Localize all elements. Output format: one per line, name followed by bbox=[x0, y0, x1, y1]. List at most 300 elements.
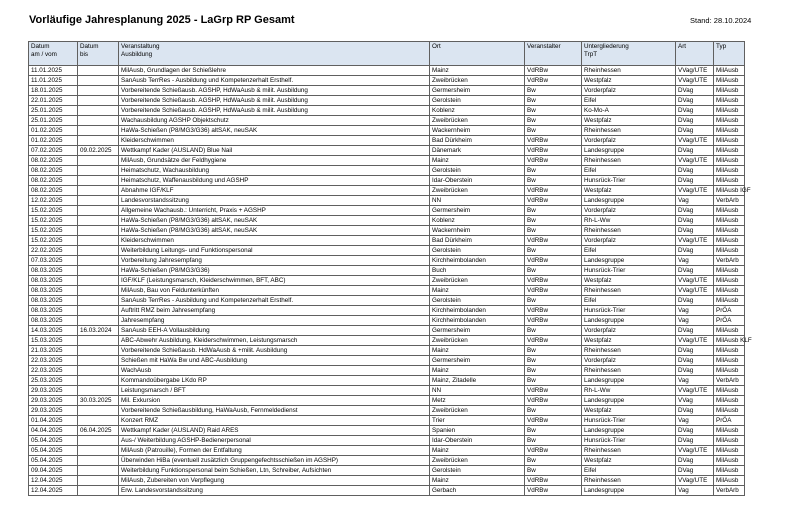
column-header-datum-vom: Datum am / vom bbox=[29, 42, 78, 66]
table-row bbox=[29, 396, 745, 406]
cell-art: Vag bbox=[676, 256, 714, 266]
cell-datum-vom: 08.02.2025 bbox=[29, 186, 78, 196]
cell-datum-vom: 25.01.2025 bbox=[29, 116, 78, 126]
cell-datum-vom: 15.02.2025 bbox=[29, 216, 78, 226]
cell-veranstaltung: Landesvorstandssitzung bbox=[119, 196, 430, 206]
cell-art: Vag bbox=[676, 416, 714, 426]
cell-datum-bis bbox=[78, 106, 119, 116]
cell-datum-vom: 25.03.2025 bbox=[29, 376, 78, 386]
cell-ort: Mainz bbox=[430, 476, 525, 486]
cell-typ: MilAusb IGF bbox=[714, 186, 745, 196]
cell-untergliederung: Rheinhessen bbox=[582, 226, 676, 236]
cell-veranstalter: Bw bbox=[525, 426, 582, 436]
cell-art: VVag/UTE bbox=[676, 136, 714, 146]
cell-datum-vom: 04.04.2025 bbox=[29, 426, 78, 436]
cell-ort: Dänemark bbox=[430, 146, 525, 156]
stand-date: Stand: 28.10.2024 bbox=[690, 16, 752, 25]
cell-veranstaltung: Wettkampf Kader (AUSLAND) Raid ARES bbox=[119, 426, 430, 436]
cell-typ: VerbArb bbox=[714, 196, 745, 206]
cell-ort: Mainz bbox=[430, 286, 525, 296]
cell-datum-bis bbox=[78, 346, 119, 356]
cell-veranstalter: VdRBw bbox=[525, 66, 582, 76]
cell-veranstalter: Bw bbox=[525, 206, 582, 216]
cell-datum-bis bbox=[78, 136, 119, 146]
cell-datum-bis bbox=[78, 206, 119, 216]
column-header-datum-bis: Datum bis bbox=[78, 42, 119, 66]
cell-datum-bis bbox=[78, 356, 119, 366]
cell-typ: MilAusb bbox=[714, 106, 745, 116]
table-row bbox=[29, 66, 745, 76]
table-row bbox=[29, 186, 745, 196]
cell-datum-bis bbox=[78, 86, 119, 96]
table-row bbox=[29, 316, 745, 326]
cell-veranstaltung: IGF/KLF (Leistungsmarsch, Kleiderschwimmen, BFT, ABC) bbox=[119, 276, 430, 286]
cell-untergliederung: Rheinhessen bbox=[582, 126, 676, 136]
cell-veranstalter: Bw bbox=[525, 436, 582, 446]
cell-art: DVag bbox=[676, 226, 714, 236]
cell-datum-bis bbox=[78, 226, 119, 236]
cell-veranstaltung: Überwinden HiBa (eventuell zusätzlich Gruppengefechtsschießen im AGSHP) bbox=[119, 456, 430, 466]
cell-datum-vom: 09.04.2025 bbox=[29, 466, 78, 476]
cell-untergliederung: Hunsrück-Trier bbox=[582, 266, 676, 276]
cell-untergliederung: Westpfalz bbox=[582, 336, 676, 346]
cell-typ: MilAusb bbox=[714, 456, 745, 466]
table-row bbox=[29, 86, 745, 96]
cell-veranstalter: VdRBw bbox=[525, 186, 582, 196]
cell-veranstaltung: Kleiderschwimmen bbox=[119, 136, 430, 146]
cell-datum-vom: 22.03.2025 bbox=[29, 356, 78, 366]
cell-ort: Mainz bbox=[430, 446, 525, 456]
cell-ort: Zweibrücken bbox=[430, 336, 525, 346]
cell-datum-vom: 07.03.2025 bbox=[29, 256, 78, 266]
cell-datum-bis bbox=[78, 466, 119, 476]
cell-art: DVag bbox=[676, 346, 714, 356]
cell-untergliederung: Hunsrück-Trier bbox=[582, 306, 676, 316]
cell-veranstaltung: MilAusb, Bau von Feldunterkünften bbox=[119, 286, 430, 296]
cell-datum-bis bbox=[78, 186, 119, 196]
cell-art: VVag bbox=[676, 396, 714, 406]
table-row bbox=[29, 336, 745, 346]
table-row bbox=[29, 446, 745, 456]
cell-veranstalter: VdRBw bbox=[525, 276, 582, 286]
cell-datum-vom: 07.02.2025 bbox=[29, 146, 78, 156]
column-header-ort: Ort bbox=[430, 42, 525, 66]
cell-ort: Kirchheimbolanden bbox=[430, 316, 525, 326]
cell-veranstaltung: Vorbereitende Schießausb. AGSHP, HdWaAusb & milit. Ausbildung bbox=[119, 106, 430, 116]
table-row bbox=[29, 476, 745, 486]
table-row bbox=[29, 126, 745, 136]
cell-art: DVag bbox=[676, 106, 714, 116]
cell-art: DVag bbox=[676, 146, 714, 156]
cell-datum-vom: 12.02.2025 bbox=[29, 196, 78, 206]
cell-veranstaltung: HaWa-Schießen (P8/MG3/G36) bbox=[119, 266, 430, 276]
table-row bbox=[29, 206, 745, 216]
cell-untergliederung: Hunsrück-Trier bbox=[582, 176, 676, 186]
cell-datum-vom: 22.01.2025 bbox=[29, 96, 78, 106]
cell-datum-vom: 11.01.2025 bbox=[29, 76, 78, 86]
cell-untergliederung: Rheinhessen bbox=[582, 66, 676, 76]
cell-veranstalter: Bw bbox=[525, 106, 582, 116]
cell-untergliederung: Westpfalz bbox=[582, 76, 676, 86]
table-row bbox=[29, 106, 745, 116]
cell-untergliederung: Westpfalz bbox=[582, 186, 676, 196]
cell-untergliederung: Vorderpfalz bbox=[582, 206, 676, 216]
cell-typ: MilAusb bbox=[714, 116, 745, 126]
cell-veranstalter: Bw bbox=[525, 356, 582, 366]
cell-art: DVag bbox=[676, 466, 714, 476]
cell-typ: VerbArb bbox=[714, 486, 745, 496]
cell-veranstalter: VdRBw bbox=[525, 136, 582, 146]
cell-veranstaltung: Allgemeine Wachausb.: Unterricht, Praxis + AGSHP bbox=[119, 206, 430, 216]
table-row bbox=[29, 436, 745, 446]
table-row bbox=[29, 96, 745, 106]
cell-datum-bis: 06.04.2025 bbox=[78, 426, 119, 436]
table-row bbox=[29, 216, 745, 226]
cell-typ: MilAusb bbox=[714, 426, 745, 436]
cell-art: DVag bbox=[676, 216, 714, 226]
cell-veranstalter: Bw bbox=[525, 266, 582, 276]
cell-veranstaltung: Auftritt RMZ beim Jahresempfang bbox=[119, 306, 430, 316]
cell-ort: Gerolstein bbox=[430, 466, 525, 476]
table-row bbox=[29, 486, 745, 496]
cell-veranstalter: VdRBw bbox=[525, 416, 582, 426]
table-row bbox=[29, 136, 745, 146]
table-row bbox=[29, 326, 745, 336]
cell-ort: Gerolstein bbox=[430, 96, 525, 106]
cell-datum-bis bbox=[78, 96, 119, 106]
cell-datum-bis: 09.02.2025 bbox=[78, 146, 119, 156]
table-row bbox=[29, 146, 745, 156]
cell-art: Vag bbox=[676, 486, 714, 496]
cell-art: VVag/UTE bbox=[676, 236, 714, 246]
cell-veranstalter: VdRBw bbox=[525, 76, 582, 86]
cell-veranstaltung: Wettkampf Kader (AUSLAND) Blue Nail bbox=[119, 146, 430, 156]
cell-typ: MilAusb bbox=[714, 266, 745, 276]
cell-datum-bis bbox=[78, 296, 119, 306]
cell-datum-bis bbox=[78, 446, 119, 456]
cell-veranstalter: Bw bbox=[525, 226, 582, 236]
cell-art: VVag/UTE bbox=[676, 446, 714, 456]
cell-datum-vom: 01.02.2025 bbox=[29, 136, 78, 146]
cell-typ: MilAusb bbox=[714, 296, 745, 306]
cell-untergliederung: Rheinhessen bbox=[582, 346, 676, 356]
cell-typ: MilAusb bbox=[714, 216, 745, 226]
cell-typ: MilAusb bbox=[714, 66, 745, 76]
table-body bbox=[29, 66, 752, 496]
cell-veranstalter: VdRBw bbox=[525, 446, 582, 456]
cell-datum-bis bbox=[78, 286, 119, 296]
cell-veranstalter: Bw bbox=[525, 456, 582, 466]
cell-veranstaltung: Vorbereitende Schießausb. AGSHP, HdWaAusb & milit. Ausbildung bbox=[119, 96, 430, 106]
table-row bbox=[29, 416, 745, 426]
cell-ort: Bad Dürkheim bbox=[430, 236, 525, 246]
cell-ort: Koblenz bbox=[430, 106, 525, 116]
cell-art: VVag/UTE bbox=[676, 476, 714, 486]
cell-ort: Koblenz bbox=[430, 216, 525, 226]
cell-art: VVag/UTE bbox=[676, 186, 714, 196]
cell-art: VVag/UTE bbox=[676, 286, 714, 296]
column-header-untergliederung: Untergliederung TrpT bbox=[582, 42, 676, 66]
cell-datum-vom: 08.03.2025 bbox=[29, 306, 78, 316]
cell-datum-bis bbox=[78, 236, 119, 246]
cell-veranstalter: VdRBw bbox=[525, 486, 582, 496]
cell-veranstaltung: Heimatschutz, Waffenausbildung und AGSHP bbox=[119, 176, 430, 186]
cell-untergliederung: Vorderpfalz bbox=[582, 86, 676, 96]
cell-veranstaltung: Kommandoübergabe LKdo RP bbox=[119, 376, 430, 386]
cell-veranstalter: VdRBw bbox=[525, 316, 582, 326]
table-row bbox=[29, 166, 745, 176]
cell-veranstalter: Bw bbox=[525, 326, 582, 336]
cell-art: VVag/UTE bbox=[676, 76, 714, 86]
cell-veranstaltung: Leistungsmarsch / BFT bbox=[119, 386, 430, 396]
cell-art: DVag bbox=[676, 406, 714, 416]
cell-typ: MilAusb bbox=[714, 366, 745, 376]
table-row bbox=[29, 426, 745, 436]
cell-veranstaltung: SanAusb EEH-A Vollausbildung bbox=[119, 326, 430, 336]
cell-art: Vag bbox=[676, 196, 714, 206]
cell-datum-bis bbox=[78, 216, 119, 226]
table-row bbox=[29, 246, 745, 256]
cell-typ: MilAusb bbox=[714, 326, 745, 336]
cell-datum-bis bbox=[78, 256, 119, 266]
table-row bbox=[29, 76, 745, 86]
column-header-typ: Typ bbox=[714, 42, 745, 66]
cell-typ: MilAusb KLF bbox=[714, 336, 745, 346]
cell-veranstalter: Bw bbox=[525, 86, 582, 96]
cell-ort: Gerolstein bbox=[430, 166, 525, 176]
cell-typ: MilAusb bbox=[714, 126, 745, 136]
cell-ort: Gerolstein bbox=[430, 246, 525, 256]
cell-typ: MilAusb bbox=[714, 156, 745, 166]
cell-datum-vom: 08.03.2025 bbox=[29, 316, 78, 326]
cell-datum-vom: 08.02.2025 bbox=[29, 156, 78, 166]
cell-typ: MilAusb bbox=[714, 146, 745, 156]
cell-veranstaltung: SanAusb TerrRes - Ausbildung und Kompetenzerhalt Ersthelf. bbox=[119, 76, 430, 86]
cell-ort: Trier bbox=[430, 416, 525, 426]
table-row bbox=[29, 116, 745, 126]
cell-veranstaltung: HaWa-Schießen (P8/MG3/G36) altSAK, neuSAK bbox=[119, 226, 430, 236]
cell-veranstaltung: Aus-/ Weiterbildung AGSHP-Bedienerpersonal bbox=[119, 436, 430, 446]
cell-datum-bis bbox=[78, 166, 119, 176]
table-row bbox=[29, 306, 745, 316]
cell-datum-bis bbox=[78, 416, 119, 426]
table-row bbox=[29, 386, 745, 396]
cell-untergliederung: Rheinhessen bbox=[582, 286, 676, 296]
cell-datum-vom: 18.01.2025 bbox=[29, 86, 78, 96]
cell-untergliederung: Landesgruppe bbox=[582, 396, 676, 406]
cell-ort: Zweibrücken bbox=[430, 276, 525, 286]
cell-typ: PrÖA bbox=[714, 416, 745, 426]
cell-typ: MilAusb bbox=[714, 476, 745, 486]
cell-untergliederung: Hunsrück-Trier bbox=[582, 436, 676, 446]
cell-veranstaltung: Vorbereitende Schießausb. AGSHP, HdWaAusb & milit. Ausbildung bbox=[119, 86, 430, 96]
cell-veranstalter: VdRBw bbox=[525, 236, 582, 246]
cell-veranstaltung: Heimatschutz, Wachausbildung bbox=[119, 166, 430, 176]
column-header-veranstalter: Veranstalter bbox=[525, 42, 582, 66]
cell-untergliederung: Westpfalz bbox=[582, 406, 676, 416]
table-row bbox=[29, 176, 745, 186]
cell-ort: Buch bbox=[430, 266, 525, 276]
cell-veranstaltung: Konzert RMZ bbox=[119, 416, 430, 426]
cell-art: DVag bbox=[676, 176, 714, 186]
cell-typ: MilAusb bbox=[714, 166, 745, 176]
cell-art: DVag bbox=[676, 86, 714, 96]
cell-veranstaltung: Mil. Exkursion bbox=[119, 396, 430, 406]
cell-art: VVag/UTE bbox=[676, 66, 714, 76]
cell-veranstaltung: Schießen mit HaWa Bw und ABC-Ausbildung bbox=[119, 356, 430, 366]
cell-untergliederung: Vorderpfalz bbox=[582, 136, 676, 146]
cell-untergliederung: Rh-L-Ww bbox=[582, 386, 676, 396]
cell-datum-bis bbox=[78, 276, 119, 286]
cell-typ: MilAusb bbox=[714, 96, 745, 106]
cell-veranstaltung: MilAusb, Grundsätze der Feldhygiene bbox=[119, 156, 430, 166]
cell-datum-bis bbox=[78, 66, 119, 76]
cell-art: VVag/UTE bbox=[676, 336, 714, 346]
cell-datum-vom: 05.04.2025 bbox=[29, 436, 78, 446]
cell-veranstaltung: Wachausbildung AGSHP Objektschutz bbox=[119, 116, 430, 126]
cell-datum-vom: 22.03.2025 bbox=[29, 366, 78, 376]
cell-art: Vag bbox=[676, 306, 714, 316]
cell-ort: Kirchheimbolanden bbox=[430, 306, 525, 316]
cell-typ: MilAusb bbox=[714, 396, 745, 406]
cell-typ: VerbArb bbox=[714, 376, 745, 386]
cell-art: DVag bbox=[676, 116, 714, 126]
cell-untergliederung: Ko-Mo-A bbox=[582, 106, 676, 116]
cell-untergliederung: Eifel bbox=[582, 296, 676, 306]
table-row bbox=[29, 236, 745, 246]
cell-datum-bis bbox=[78, 306, 119, 316]
table-row bbox=[29, 346, 745, 356]
cell-untergliederung: Eifel bbox=[582, 466, 676, 476]
cell-untergliederung: Eifel bbox=[582, 96, 676, 106]
table-row bbox=[29, 296, 745, 306]
cell-art: DVag bbox=[676, 166, 714, 176]
cell-untergliederung: Landesgruppe bbox=[582, 256, 676, 266]
cell-veranstalter: Bw bbox=[525, 166, 582, 176]
cell-art: DVag bbox=[676, 326, 714, 336]
cell-ort: Germersheim bbox=[430, 326, 525, 336]
cell-ort: Idar-Oberstein bbox=[430, 436, 525, 446]
cell-datum-bis bbox=[78, 366, 119, 376]
table-row bbox=[29, 266, 745, 276]
cell-ort: Zweibrücken bbox=[430, 116, 525, 126]
planning-sheet bbox=[28, 41, 752, 496]
cell-art: DVag bbox=[676, 356, 714, 366]
cell-ort: Mainz bbox=[430, 66, 525, 76]
cell-datum-bis: 30.03.2025 bbox=[78, 396, 119, 406]
cell-veranstaltung: MilAusb, Zubereiten von Verpflegung bbox=[119, 476, 430, 486]
cell-veranstaltung: Jahresempfang bbox=[119, 316, 430, 326]
table-row bbox=[29, 406, 745, 416]
cell-veranstalter: Bw bbox=[525, 296, 582, 306]
cell-datum-vom: 15.02.2025 bbox=[29, 226, 78, 236]
cell-datum-bis bbox=[78, 116, 119, 126]
cell-veranstaltung: Weiterbildung Funktionspersonal beim Schießen, Ltn, Schreiber, Aufsichten bbox=[119, 466, 430, 476]
cell-veranstaltung: MilAusb (Patrouille), Formen der Entfaltung bbox=[119, 446, 430, 456]
cell-art: VVag/UTE bbox=[676, 276, 714, 286]
cell-veranstaltung: MilAusb, Grundlagen der Schießlehre bbox=[119, 66, 430, 76]
cell-veranstalter: Bw bbox=[525, 216, 582, 226]
table-row bbox=[29, 366, 745, 376]
cell-ort: Wackernheim bbox=[430, 126, 525, 136]
cell-art: DVag bbox=[676, 266, 714, 276]
cell-art: DVag bbox=[676, 456, 714, 466]
cell-veranstalter: VdRBw bbox=[525, 156, 582, 166]
cell-ort: Idar-Oberstein bbox=[430, 176, 525, 186]
column-header-veranstaltung: Veranstaltung Ausbildung bbox=[119, 42, 430, 66]
cell-datum-bis bbox=[78, 406, 119, 416]
cell-ort: Mainz bbox=[430, 156, 525, 166]
cell-datum-bis bbox=[78, 456, 119, 466]
cell-datum-vom: 12.04.2025 bbox=[29, 476, 78, 486]
cell-art: VVag/UTE bbox=[676, 156, 714, 166]
cell-typ: VerbArb bbox=[714, 256, 745, 266]
cell-datum-vom: 15.02.2025 bbox=[29, 206, 78, 216]
cell-datum-vom: 29.03.2025 bbox=[29, 406, 78, 416]
cell-datum-vom: 08.02.2025 bbox=[29, 176, 78, 186]
table-row bbox=[29, 196, 745, 206]
cell-veranstaltung: Erw. Landesvorstandssitzung bbox=[119, 486, 430, 496]
cell-typ: MilAusb bbox=[714, 206, 745, 216]
cell-veranstalter: Bw bbox=[525, 116, 582, 126]
cell-art: DVag bbox=[676, 366, 714, 376]
cell-untergliederung: Rh-L-Ww bbox=[582, 216, 676, 226]
cell-untergliederung: Vorderpfalz bbox=[582, 326, 676, 336]
cell-untergliederung: Rheinhessen bbox=[582, 446, 676, 456]
cell-ort: Germersheim bbox=[430, 86, 525, 96]
cell-datum-bis bbox=[78, 76, 119, 86]
cell-art: DVag bbox=[676, 206, 714, 216]
cell-datum-vom: 29.03.2025 bbox=[29, 396, 78, 406]
cell-datum-bis bbox=[78, 246, 119, 256]
cell-ort: NN bbox=[430, 196, 525, 206]
table-header-row bbox=[29, 42, 745, 66]
cell-untergliederung: Rheinhessen bbox=[582, 366, 676, 376]
cell-typ: MilAusb bbox=[714, 406, 745, 416]
cell-veranstalter: VdRBw bbox=[525, 306, 582, 316]
cell-untergliederung: Vorderpfalz bbox=[582, 356, 676, 366]
cell-ort: Kirchheimbolanden bbox=[430, 256, 525, 266]
cell-datum-bis bbox=[78, 126, 119, 136]
cell-veranstaltung: Weiterbildung Leitungs- und Funktionspersonal bbox=[119, 246, 430, 256]
cell-veranstalter: VdRBw bbox=[525, 476, 582, 486]
cell-veranstaltung: Kleiderschwimmen bbox=[119, 236, 430, 246]
cell-ort: Mainz bbox=[430, 366, 525, 376]
cell-veranstaltung: HaWa-Schießen (P8/MG3/G36) altSAK, neuSAK bbox=[119, 126, 430, 136]
cell-datum-vom: 14.03.2025 bbox=[29, 326, 78, 336]
cell-typ: PrÖA bbox=[714, 306, 745, 316]
cell-veranstalter: Bw bbox=[525, 376, 582, 386]
cell-datum-vom: 22.02.2025 bbox=[29, 246, 78, 256]
cell-typ: MilAusb bbox=[714, 356, 745, 366]
cell-veranstalter: VdRBw bbox=[525, 286, 582, 296]
cell-untergliederung: Landesgruppe bbox=[582, 376, 676, 386]
cell-datum-bis bbox=[78, 196, 119, 206]
cell-ort: Zweibrücken bbox=[430, 456, 525, 466]
cell-typ: MilAusb bbox=[714, 246, 745, 256]
cell-datum-vom: 08.03.2025 bbox=[29, 266, 78, 276]
cell-typ: MilAusb bbox=[714, 226, 745, 236]
cell-art: DVag bbox=[676, 436, 714, 446]
cell-datum-vom: 29.03.2025 bbox=[29, 386, 78, 396]
cell-untergliederung: Eifel bbox=[582, 166, 676, 176]
cell-datum-vom: 08.03.2025 bbox=[29, 276, 78, 286]
table-row bbox=[29, 466, 745, 476]
page-title: Vorläufige Jahresplanung 2025 - LaGrp RP Gesamt bbox=[29, 14, 295, 26]
cell-datum-bis bbox=[78, 376, 119, 386]
cell-typ: MilAusb bbox=[714, 236, 745, 246]
cell-ort: Wackernheim bbox=[430, 226, 525, 236]
